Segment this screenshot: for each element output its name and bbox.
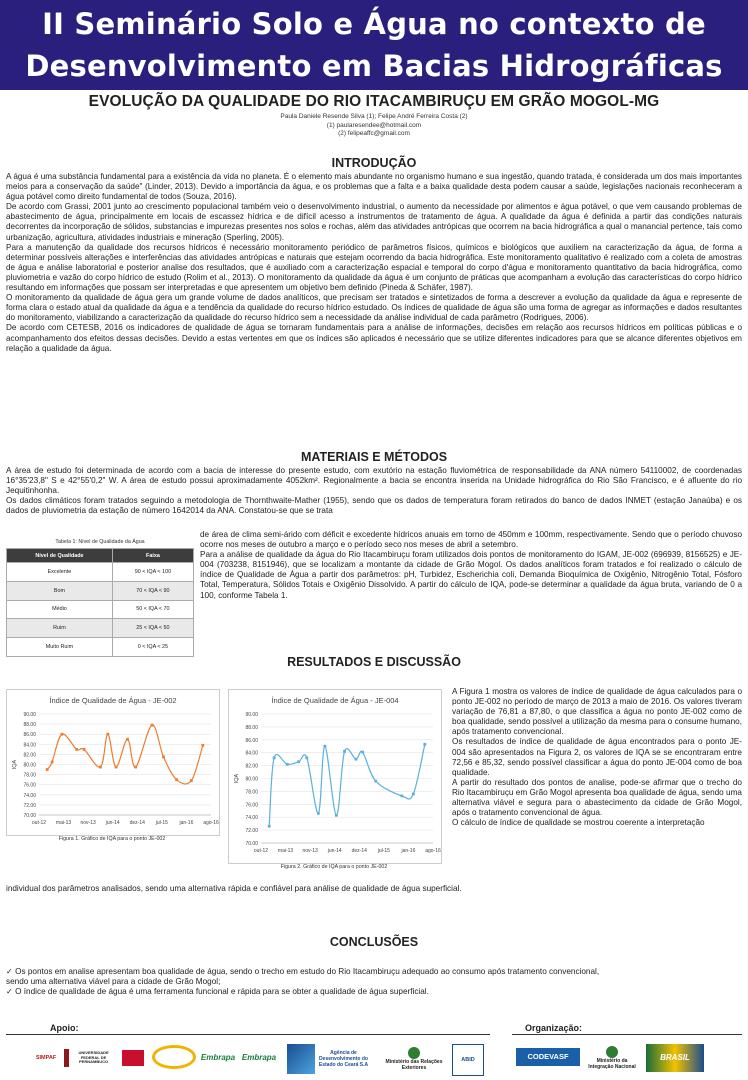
y-axis-label: IQA [234, 773, 240, 784]
y-tick-label: 70.00 [245, 841, 258, 847]
simpaf-logo: SIMPAF [35, 1055, 57, 1061]
results-body [452, 687, 742, 828]
data-point [83, 748, 86, 751]
results-body-continued: individual dos parâmetros analisados, sendo uma alternativa rápida e confiável para análise de qualidade de água superficial. [6, 884, 462, 893]
authors-line: Paula Daniele Resende Silva (1); Felipe André Ferreira Costa (2) [280, 113, 468, 120]
data-point [323, 745, 326, 748]
semiarid-logo [150, 1044, 198, 1070]
banner-line-1: II Seminário Solo e Água no contexto de [42, 7, 706, 41]
table-header-row [7, 549, 194, 563]
data-point [201, 744, 204, 747]
x-tick-label: dez-14 [129, 820, 145, 826]
table-cell: Médio [7, 600, 113, 619]
paper-title: EVOLUÇÃO DA QUALIDADE DO RIO ITACAMBIRUÇU EM GRÃO MOGOL-MG [88, 93, 660, 110]
results-paragraph: A Figura 1 mostra os valores de índice de qualidade de água calculados para o ponto JE-002 no período de março de 2013 a maio de 2016. Os valores tiveram variação de 76,81 a 87,80, o que classifica a água no ponto JE-002 como de boa qualidade, sendo possível a utilização da mesma para o consume humano, após tratamento convencional. [452, 687, 742, 737]
check-icon: ✓ [6, 987, 16, 997]
mi-logo: Ministério da Integração Nacional [584, 1042, 640, 1074]
ufpe-logo: UNIVERSIDADE FEDERAL DE PERNAMBUCO [64, 1044, 116, 1072]
intro-heading: INTRODUÇÃO [331, 156, 417, 170]
data-point [99, 766, 102, 769]
data-point [273, 756, 276, 759]
quality-level-table [6, 548, 194, 657]
conclusion-item-1-cont: sendo uma alternativa viável para a cidade de Grão Mogol; [6, 977, 221, 987]
data-point [317, 812, 320, 815]
data-point [374, 780, 377, 783]
y-tick-label: 80.00 [245, 776, 258, 783]
table-row [7, 638, 194, 657]
y-tick-label: 84.00 [23, 742, 36, 749]
x-tick-label: dez-14 [351, 848, 367, 854]
table-row [7, 581, 194, 600]
results-paragraph: A partir do resultado dos pontos de analise, pode-se afirmar que o trecho do Rio Itacambiruçu em Grão Mogol apresenta boa qualidade de água, sendo uma alternativa viável e segura para o abastecimento da cidade de Grão Mogol, após o tratamento convencional de água. [452, 777, 742, 818]
table-header-cell: Nível de Qualidade [7, 549, 113, 563]
methods-paragraph: A área de estudo foi determinada de acordo com a bacia de interesse do presente estudo, com exutório na estação fluviométrica de responsabilidade da ANA número 54110002, de coordenadas 16°35'23,8" S e 42°55'0,2" W. A área de estudo possui aproximadamente 4052km². Regionalmente a bacia se encontra inserida na Unidade hidrográfica do Rio São Francisco, e é afluente do rio Jequitinhonha. [6, 466, 742, 496]
conclusion-item-1: ✓ Os pontos em analise apresentam boa qualidade de água, sendo o trecho em estudo do Rio Itacambiruçu adequado ao consumo após tratamento convencional, [6, 967, 600, 976]
brasao-icon [408, 1047, 420, 1059]
x-tick-label: ago-16 [203, 820, 219, 826]
x-tick-label: jun-14 [327, 848, 342, 854]
chart-title: Índice de Qualidade de Água - JE-002 [49, 696, 177, 705]
table-cell: 0 < IQA < 25 [112, 638, 193, 657]
swirl-icon [152, 1045, 196, 1069]
embrapa-logo-2: Embrapa [241, 1053, 277, 1062]
data-point [126, 738, 129, 741]
series-line [269, 744, 425, 826]
ufpe-crest-icon [64, 1049, 69, 1067]
table-row [7, 600, 194, 619]
data-point [361, 751, 364, 754]
support-divider [6, 1034, 490, 1035]
data-point [115, 766, 118, 769]
data-point [355, 758, 358, 761]
methods-body-right [200, 530, 742, 601]
table-cell: 50 < IQA < 70 [112, 600, 193, 619]
y-tick-label: 86.00 [23, 732, 36, 739]
organization-label: Organização: [525, 1023, 583, 1033]
data-point [268, 825, 271, 828]
data-point [400, 795, 403, 798]
data-point [305, 756, 308, 759]
data-point [46, 768, 49, 771]
results-paragraph: Os resultados de índice de qualidade de água encontrados para o ponto JE-004 são apresentados na Figura 2, os valores de IQA se se encontraram entre 72,56 e 85,32, sendo possível classificar a água do ponto JE-004 como de boa qualidade. [452, 737, 742, 777]
x-tick-label: jun-14 [105, 820, 120, 826]
banner-line-2: Desenvolvimento em Bacias Hidrográficas [25, 49, 723, 83]
intro-paragraph: De acordo com Grassi, 2001 junto ao crescimento populacional também veio o desenvolvimento industrial, o aumento da necessidade por alimentos e água potável, o que vem causando problemas de abastecimento de água, principalmente em locais de escassez hídrica e de difícil acesso a instrumentos de tratamento de água. A qualidade da água é definida a partir das condições naturais decorrentes da incorporação de sólidos, substancias e impurezas presentes nos solos e rochas, além das atividades antrópicas que ocorrem na bacia hidrográfica a qual o manancial pertence, tais como urbanização, agricultura, atividades industriais e mineração (Sperling, 2005). [6, 202, 742, 242]
intro-paragraph: De acordo com CETESB, 2016 os indicadores de qualidade de água se tornaram fundamentais para a análise de informações, decisões em relação aos recursos hídricos em políticas públicas e o acompanhamento dos efeitos dessas decisões. Devido a estas vertentes em que os índices são aplicados é necessário que se utilize diferentes indicadores para que se alcance diferentes objetivos em relação a qualidade da água. [6, 323, 742, 353]
table-cell: 90 < IQA < 100 [112, 563, 193, 582]
x-tick-label: nov-13 [302, 848, 318, 854]
chart-je-002 [6, 689, 220, 836]
university-logo [120, 1046, 146, 1070]
support-label: Apoio: [50, 1023, 79, 1033]
x-tick-label: jul-15 [377, 848, 390, 854]
author-block [0, 113, 748, 139]
data-point [335, 814, 338, 817]
methods-body-top [6, 466, 742, 516]
y-tick-label: 80.00 [23, 762, 36, 769]
data-point [75, 748, 78, 751]
y-tick-label: 82.00 [23, 752, 36, 759]
intro-body [6, 172, 742, 354]
embrapa-logo-1: Embrapa [200, 1053, 236, 1062]
data-point [297, 760, 300, 763]
table-cell: 70 < IQA < 90 [112, 581, 193, 600]
y-tick-label: 88.00 [245, 724, 258, 731]
brasil-logo: BRASIL [646, 1044, 704, 1072]
data-point [175, 778, 178, 781]
y-tick-label: 90.00 [23, 712, 36, 718]
methods-paragraph: Os dados climáticos foram tratados seguindo a metodologia de Thornthwaite-Mather (1955), sendo que os dados de temperatura foram retirados do banco de dados INMET (estação Janaúba) e os dados de pluviometria da estação de número 1642014 da ANA. Constatou-se que se trata [6, 496, 742, 516]
methods-paragraph: de área de clima semi-árido com déficit e excedente hídricos anuais em torno de 450mm e 100mm, respectivamente. Sendo que o período chuvoso ocorre nos meses de outubro a março e o período seco nos meses de abril a setembro. [200, 530, 742, 550]
y-tick-label: 74.00 [23, 792, 36, 799]
chart-je-004-svg [229, 690, 441, 863]
figure-1-caption: Figura 1. Gráfico de IQA para o ponto JE-002 [58, 836, 166, 842]
x-tick-label: mai-13 [277, 848, 294, 854]
agencia-emblem-icon [287, 1044, 315, 1074]
y-tick-label: 78.00 [245, 789, 258, 796]
y-tick-label: 70.00 [23, 813, 36, 819]
data-point [423, 743, 426, 746]
data-point [151, 724, 154, 727]
y-axis-label: IQA [12, 759, 18, 770]
table-cell: Excelente [7, 563, 113, 582]
data-point [343, 750, 346, 753]
author-email-2: (2) felipeaffc@gmail.com [338, 130, 410, 137]
table-header-cell: Faixa [112, 549, 193, 563]
abid-logo: ABID [452, 1044, 484, 1076]
intro-paragraph: A água é uma substância fundamental para a existência da vida no planeta. É o elemento mais abundante no organismo humano e sua ingestão, quando tratada, é considerada um dos mais importantes meios para a conservação da saúde" (Linder, 2013). Devido a importância da água, e os problemas que a falta e a baixa qualidade desta podem causar a saúde, legislações nacionais reconheceram a água potável como direito fundamental de todos (Souza, 2016). [6, 172, 742, 202]
table-cell: 25 < IQA < 50 [112, 619, 193, 638]
x-tick-label: ago-16 [425, 848, 441, 854]
agencia-ceara-logo: Agência de Desenvolvimento do Estado do Ceará S.A [286, 1042, 370, 1076]
check-icon: ✓ [6, 967, 16, 976]
x-tick-label: out-12 [253, 848, 269, 854]
x-tick-label: jan-16 [179, 820, 194, 826]
organization-divider [512, 1034, 742, 1035]
y-tick-label: 72.00 [23, 802, 36, 809]
y-tick-label: 90.00 [245, 712, 258, 718]
chart-je-002-svg [7, 690, 219, 835]
conference-banner [0, 0, 748, 90]
conclusions-heading: CONCLUSÕES [329, 935, 419, 949]
data-point [51, 761, 54, 764]
methods-paragraph: Para a análise de qualidade da água do Rio Itacambiruçu foram utilizados dois pontos de monitoramento do IGAM, JE-002 (696939, 8156525) e JE-004 (703238, 8151946), que se localizam a montante da cidade de Grão Mogol. Os dados analíticos foram tratados e foi realizado o cálculo de índice de Qualidade de Água a partir dos parâmetros: pH, Turbidez, Escherichia coli, Demanda Bioquímica de Oxigênio, Nitrogênio Total, Fósforo Total, Temperatura, Sólidos Totais e Oxigênio Dissolvido. A partir do cálculo de IQA, pode-se determinar a qualidade da água bruta, variando de 0 a 100, conforme Tabela 1. [200, 550, 742, 600]
y-tick-label: 76.00 [23, 782, 36, 789]
data-point [61, 733, 64, 736]
table-caption: Tabela 1: Nível de Qualidade da Água [55, 539, 145, 545]
conclusions-list [6, 967, 742, 997]
author-email-1: (1) paularesendee@hotmail.com [326, 121, 422, 129]
x-tick-label: jul-15 [155, 820, 168, 826]
results-paragraph: O cálculo de índice de qualidade se mostrou coerente a interpretação [452, 818, 705, 828]
y-tick-label: 84.00 [245, 750, 258, 757]
chart-je-004 [228, 689, 442, 864]
results-heading: RESULTADOS E DISCUSSÃO [287, 655, 461, 669]
table-cell: Bom [7, 581, 113, 600]
y-tick-label: 78.00 [23, 772, 36, 779]
y-tick-label: 72.00 [245, 828, 258, 835]
x-tick-label: mai-13 [55, 820, 72, 826]
data-point [286, 763, 289, 766]
x-tick-label: out-12 [31, 820, 47, 826]
data-point [134, 766, 137, 769]
red-emblem-icon [122, 1050, 144, 1066]
data-point [190, 779, 193, 782]
data-point [412, 793, 415, 796]
y-tick-label: 86.00 [245, 737, 258, 744]
methods-heading: MATERIAIS E MÉTODOS [300, 450, 448, 464]
figure-2-caption: Figura 2. Gráfico de IQA para o ponto JE-002 [280, 864, 388, 870]
data-point [106, 733, 109, 736]
table-cell: Ruim [7, 619, 113, 638]
x-tick-label: nov-13 [80, 820, 96, 826]
y-tick-label: 74.00 [245, 815, 258, 822]
table-row [7, 563, 194, 582]
x-tick-label: jan-16 [401, 848, 416, 854]
chart-title: Índice de Qualidade de Água - JE-004 [271, 696, 399, 705]
brasao-icon [606, 1046, 618, 1058]
y-tick-label: 82.00 [245, 763, 258, 770]
data-point [162, 756, 165, 759]
y-tick-label: 88.00 [23, 722, 36, 729]
intro-paragraph: Para a manutenção da qualidade dos recursos hídricos é necessário monitoramento periódico de parâmetros físicos, químicos e biológicos que auxiliem na caracterização da água, de forma a determinar possíveis alterações e interferências das atividades antrópicas e naturais que estejam ocorrendo da bacia hidrográfica. Este monitoramento qualitativo é realizado com a coleta de amostras de água e análise laboratorial e posterior analise dos resultados, que é auxiliado com a caracterização espacial e temporal do corpo d'água e monitoramento quantitativo da bacia hidrográfica, como pluviometria e vazão do corpo hídrico de estudo (Rolim et al., 2013). O monitoramento da qualidade da água é um conjunto de práticas que acompanham a evolução das características do corpo hídrico resultando em informações que possam ser interpretadas e que apresentem um objetivo bem definido (Pineda & Schäfer, 1987). [6, 242, 742, 293]
codevasf-logo: CODEVASF [516, 1048, 580, 1066]
intro-paragraph: O monitoramento da qualidade de água gera um grande volume de dados analíticos, que precisam ser tratados e sintetizados de forma a descrever a evolução da qualidade da água e represente de forma clara o estado atual da qualidade da água e a tendência da qualidade do recurso hídrico estudado. Os índices de qualidade de água são uma forma de agregar as informações e dados resultantes do monitoramento, viabilizando a caracterização da qualidade do recurso hídrico sem a necessidade da análise individual de cada parâmetro (Rodrigues, 2006). [6, 293, 742, 323]
table-row [7, 619, 194, 638]
conclusion-item-2: ✓ O índice de qualidade de água é uma ferramenta funcional e rápida para se obter a qualidade de água superficial. [6, 987, 429, 997]
y-tick-label: 76.00 [245, 802, 258, 809]
mre-logo: Ministério das Relações Exteriores [382, 1044, 446, 1074]
table-cell: Muito Ruim [7, 638, 113, 657]
